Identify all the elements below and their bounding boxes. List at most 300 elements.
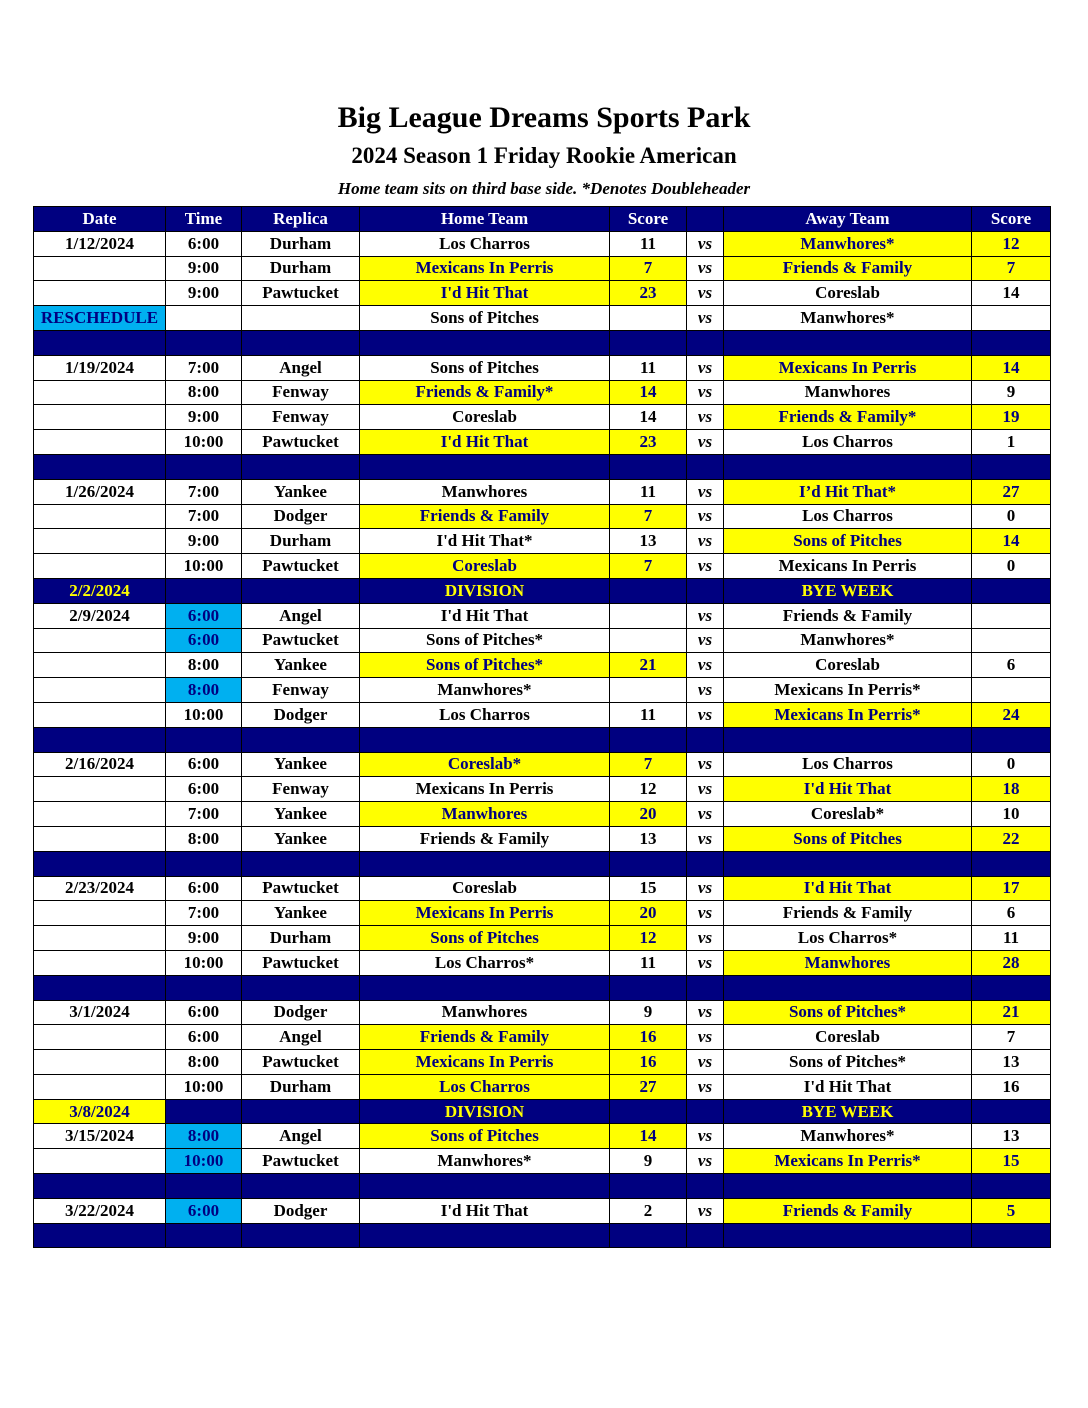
vs-cell: vs [687,430,724,455]
vs-cell: vs [687,355,724,380]
home-team-cell: Mexicans In Perris [360,256,610,281]
home-team-cell: Los Charros [360,1074,610,1099]
time-cell: 8:00 [166,380,242,405]
replica-cell: Pawtucket [242,430,360,455]
game-row [34,678,1051,703]
home-team-cell: Coreslab [360,554,610,579]
away-score-cell: 27 [972,479,1051,504]
time-cell: 8:00 [166,678,242,703]
home-team-cell: I'd Hit That [360,281,610,306]
vs-cell: vs [687,653,724,678]
away-score-cell [972,603,1051,628]
replica-cell: Pawtucket [242,876,360,901]
vs-cell: vs [687,826,724,851]
replica-cell: Dodger [242,702,360,727]
home-score-cell: 27 [610,1074,687,1099]
away-team-cell: Mexicans In Perris* [724,1149,972,1174]
game-row [34,231,1051,256]
date-cell [34,777,166,802]
home-team-cell: Coreslab [360,405,610,430]
away-score-cell: 22 [972,826,1051,851]
away-score-cell: 16 [972,1074,1051,1099]
date-cell [34,926,166,951]
home-score-cell: 14 [610,380,687,405]
time-cell: 6:00 [166,231,242,256]
bye-week-label: BYE WEEK [724,578,972,603]
game-row [34,802,1051,827]
date-cell: 2/9/2024 [34,603,166,628]
vs-cell: vs [687,901,724,926]
page-title: Big League Dreams Sports Park [337,101,751,134]
vs-cell: vs [687,231,724,256]
date-cell [34,1149,166,1174]
date-cell: 2/16/2024 [34,752,166,777]
col-away-score: Score [972,207,1051,232]
away-team-cell: Los Charros [724,752,972,777]
bye-week-row [34,1099,1051,1124]
time-cell: 6:00 [166,752,242,777]
home-team-cell: Mexicans In Perris [360,1050,610,1075]
home-score-cell: 23 [610,281,687,306]
vs-cell: vs [687,504,724,529]
away-team-cell: Los Charros* [724,926,972,951]
col-away-team: Away Team [724,207,972,232]
away-score-cell: 7 [972,256,1051,281]
home-score-cell: 15 [610,876,687,901]
date-cell [34,678,166,703]
game-row [34,950,1051,975]
game-row [34,281,1051,306]
away-team-cell: Sons of Pitches [724,529,972,554]
vs-cell: vs [687,380,724,405]
home-score-cell: 13 [610,529,687,554]
game-row [34,926,1051,951]
replica-cell: Pawtucket [242,628,360,653]
time-cell: 8:00 [166,653,242,678]
date-cell [34,1074,166,1099]
separator-row [34,975,1051,1000]
home-score-cell: 21 [610,653,687,678]
home-score-cell: 12 [610,926,687,951]
date-cell [34,504,166,529]
home-score-cell: 11 [610,355,687,380]
game-row [34,901,1051,926]
away-score-cell: 19 [972,405,1051,430]
replica-cell: Yankee [242,826,360,851]
game-row [34,355,1051,380]
time-cell: 10:00 [166,950,242,975]
vs-cell: vs [687,479,724,504]
away-team-cell: Coreslab* [724,802,972,827]
date-cell [34,653,166,678]
replica-cell: Fenway [242,380,360,405]
home-team-cell: Sons of Pitches [360,355,610,380]
date-cell [34,950,166,975]
away-team-cell: Friends & Family [724,603,972,628]
home-score-cell: 2 [610,1198,687,1223]
date-cell: 2/23/2024 [34,876,166,901]
home-team-cell: Friends & Family* [360,380,610,405]
away-score-cell [972,306,1051,331]
page-subtitle: 2024 Season 1 Friday Rookie American [351,143,737,168]
away-team-cell: Mexicans In Perris* [724,702,972,727]
away-team-cell: Sons of Pitches* [724,1050,972,1075]
date-cell: 3/1/2024 [34,1000,166,1025]
home-team-cell: I'd Hit That [360,430,610,455]
vs-cell: vs [687,1000,724,1025]
game-row [34,479,1051,504]
separator-row [34,727,1051,752]
home-score-cell: 13 [610,826,687,851]
away-team-cell: I'd Hit That [724,1074,972,1099]
game-row [34,1000,1051,1025]
away-team-cell: Mexicans In Perris [724,355,972,380]
home-score-cell: 16 [610,1025,687,1050]
home-team-cell: Manwhores [360,479,610,504]
away-score-cell: 24 [972,702,1051,727]
game-row [34,306,1051,331]
time-cell: 8:00 [166,826,242,851]
replica-cell: Pawtucket [242,1050,360,1075]
away-score-cell: 28 [972,950,1051,975]
away-team-cell: Coreslab [724,1025,972,1050]
home-team-cell: Manwhores [360,802,610,827]
home-score-cell: 20 [610,901,687,926]
away-team-cell: I’d Hit That* [724,479,972,504]
away-team-cell: Manwhores [724,950,972,975]
game-row [34,826,1051,851]
time-cell: 10:00 [166,430,242,455]
date-cell [34,901,166,926]
away-score-cell: 14 [972,355,1051,380]
replica-cell: Durham [242,231,360,256]
doubleheader-note: Home team sits on third base side. *Denotes Doubleheader [337,179,751,198]
home-score-cell: 16 [610,1050,687,1075]
vs-cell: vs [687,777,724,802]
replica-cell: Dodger [242,1198,360,1223]
home-score-cell [610,306,687,331]
replica-cell: Dodger [242,504,360,529]
away-score-cell: 12 [972,231,1051,256]
vs-cell: vs [687,1198,724,1223]
away-score-cell: 14 [972,529,1051,554]
date-cell: 1/26/2024 [34,479,166,504]
vs-cell: vs [687,529,724,554]
home-team-cell: Coreslab [360,876,610,901]
time-cell: 9:00 [166,405,242,430]
away-team-cell: Manwhores* [724,628,972,653]
away-score-cell: 7 [972,1025,1051,1050]
replica-cell: Yankee [242,653,360,678]
time-cell: 7:00 [166,802,242,827]
vs-cell: vs [687,603,724,628]
away-score-cell: 15 [972,1149,1051,1174]
time-cell: 9:00 [166,281,242,306]
game-row [34,1149,1051,1174]
vs-cell: vs [687,876,724,901]
home-score-cell: 12 [610,777,687,802]
home-score-cell: 11 [610,479,687,504]
replica-cell: Fenway [242,777,360,802]
away-team-cell: Manwhores* [724,306,972,331]
col-vs [687,207,724,232]
home-team-cell: Friends & Family [360,826,610,851]
vs-cell: vs [687,752,724,777]
vs-cell: vs [687,950,724,975]
time-cell: 6:00 [166,1198,242,1223]
away-score-cell: 6 [972,901,1051,926]
replica-cell: Durham [242,926,360,951]
away-score-cell: 9 [972,380,1051,405]
vs-cell: vs [687,256,724,281]
replica-cell: Angel [242,355,360,380]
home-team-cell: Sons of Pitches* [360,653,610,678]
replica-cell: Angel [242,1124,360,1149]
replica-cell: Durham [242,529,360,554]
away-score-cell: 0 [972,752,1051,777]
time-cell: 10:00 [166,1149,242,1174]
date-cell: 1/19/2024 [34,355,166,380]
time-cell: 9:00 [166,926,242,951]
time-cell: 9:00 [166,529,242,554]
time-cell: 10:00 [166,1074,242,1099]
col-home-team: Home Team [360,207,610,232]
replica-cell: Yankee [242,802,360,827]
away-score-cell: 13 [972,1124,1051,1149]
home-team-cell: I'd Hit That [360,1198,610,1223]
home-score-cell [610,603,687,628]
time-cell: 6:00 [166,628,242,653]
time-cell: 6:00 [166,876,242,901]
home-score-cell [610,628,687,653]
home-score-cell: 7 [610,554,687,579]
date-cell [34,628,166,653]
date-cell [34,529,166,554]
header-row [34,207,1051,232]
away-team-cell: Mexicans In Perris [724,554,972,579]
game-row [34,628,1051,653]
away-score-cell [972,628,1051,653]
game-row [34,653,1051,678]
away-team-cell: Sons of Pitches [724,826,972,851]
date-cell: 3/8/2024 [34,1099,166,1124]
date-cell [34,256,166,281]
time-cell: 6:00 [166,1000,242,1025]
home-score-cell: 23 [610,430,687,455]
home-score-cell: 9 [610,1149,687,1174]
away-team-cell: I'd Hit That [724,876,972,901]
date-cell [34,826,166,851]
home-team-cell: Manwhores* [360,1149,610,1174]
away-score-cell: 21 [972,1000,1051,1025]
col-time: Time [166,207,242,232]
away-team-cell: Coreslab [724,281,972,306]
home-team-cell: I'd Hit That* [360,529,610,554]
away-score-cell: 6 [972,653,1051,678]
home-team-cell: I'd Hit That [360,603,610,628]
time-cell: 9:00 [166,256,242,281]
vs-cell: vs [687,281,724,306]
date-cell [34,1025,166,1050]
replica-cell: Fenway [242,678,360,703]
vs-cell: vs [687,1149,724,1174]
replica-cell: Yankee [242,752,360,777]
time-cell: 6:00 [166,603,242,628]
game-row [34,777,1051,802]
time-cell: 8:00 [166,1124,242,1149]
vs-cell: vs [687,926,724,951]
time-cell: 6:00 [166,777,242,802]
date-cell [34,1050,166,1075]
away-team-cell: Friends & Family* [724,405,972,430]
date-cell: 1/12/2024 [34,231,166,256]
home-team-cell: Sons of Pitches [360,926,610,951]
game-row [34,529,1051,554]
away-score-cell: 1 [972,430,1051,455]
away-team-cell: Friends & Family [724,256,972,281]
home-team-cell: Mexicans In Perris [360,901,610,926]
away-score-cell: 11 [972,926,1051,951]
replica-cell: Angel [242,1025,360,1050]
replica-cell [242,306,360,331]
home-score-cell [610,678,687,703]
home-team-cell: Los Charros [360,702,610,727]
home-score-cell: 20 [610,802,687,827]
game-row [34,380,1051,405]
away-team-cell: Friends & Family [724,1198,972,1223]
vs-cell: vs [687,702,724,727]
away-score-cell: 18 [972,777,1051,802]
date-cell: 2/2/2024 [34,578,166,603]
vs-cell: vs [687,802,724,827]
date-cell [34,802,166,827]
game-row [34,876,1051,901]
home-score-cell: 7 [610,752,687,777]
home-team-cell: Los Charros* [360,950,610,975]
date-cell [34,702,166,727]
time-cell: 10:00 [166,702,242,727]
replica-cell: Fenway [242,405,360,430]
away-team-cell: Los Charros [724,504,972,529]
time-cell: 8:00 [166,1050,242,1075]
replica-cell: Yankee [242,479,360,504]
home-team-cell: Sons of Pitches [360,1124,610,1149]
time-cell [166,306,242,331]
schedule-table [33,206,1051,1248]
date-cell [34,430,166,455]
home-score-cell: 11 [610,950,687,975]
game-row [34,1124,1051,1149]
vs-cell: vs [687,1050,724,1075]
home-score-cell: 7 [610,256,687,281]
time-cell: 7:00 [166,355,242,380]
away-team-cell: Manwhores* [724,231,972,256]
home-team-cell: Coreslab* [360,752,610,777]
away-score-cell: 5 [972,1198,1051,1223]
game-row [34,752,1051,777]
game-row [34,504,1051,529]
vs-cell: vs [687,678,724,703]
col-home-score: Score [610,207,687,232]
game-row [34,554,1051,579]
replica-cell: Yankee [242,901,360,926]
away-team-cell: I'd Hit That [724,777,972,802]
separator-row [34,1174,1051,1199]
game-row [34,1198,1051,1223]
away-score-cell: 0 [972,554,1051,579]
away-team-cell: Manwhores* [724,1124,972,1149]
vs-cell: vs [687,1074,724,1099]
away-score-cell [972,678,1051,703]
replica-cell: Pawtucket [242,281,360,306]
time-cell: 7:00 [166,901,242,926]
vs-cell: vs [687,1124,724,1149]
date-cell [34,380,166,405]
home-score-cell: 11 [610,702,687,727]
home-score-cell: 7 [610,504,687,529]
game-row [34,256,1051,281]
game-row [34,603,1051,628]
away-team-cell: Los Charros [724,430,972,455]
home-score-cell: 14 [610,1124,687,1149]
vs-cell: vs [687,306,724,331]
date-cell [34,281,166,306]
bye-week-label: BYE WEEK [724,1099,972,1124]
replica-cell: Pawtucket [242,950,360,975]
home-team-cell: Manwhores* [360,678,610,703]
time-cell: 6:00 [166,1025,242,1050]
col-date: Date [34,207,166,232]
vs-cell: vs [687,1025,724,1050]
home-team-cell: Friends & Family [360,504,610,529]
away-team-cell: Mexicans In Perris* [724,678,972,703]
game-row [34,1074,1051,1099]
away-score-cell: 0 [972,504,1051,529]
separator-row [34,851,1051,876]
away-team-cell: Sons of Pitches* [724,1000,972,1025]
time-cell: 7:00 [166,504,242,529]
replica-cell: Pawtucket [242,554,360,579]
bye-week-row [34,578,1051,603]
home-team-cell: Sons of Pitches [360,306,610,331]
game-row [34,405,1051,430]
home-team-cell: Mexicans In Perris [360,777,610,802]
home-team-cell: Los Charros [360,231,610,256]
game-row [34,1025,1051,1050]
away-score-cell: 14 [972,281,1051,306]
away-team-cell: Friends & Family [724,901,972,926]
away-team-cell: Manwhores [724,380,972,405]
vs-cell: vs [687,405,724,430]
division-label: DIVISION [360,578,610,603]
replica-cell: Angel [242,603,360,628]
replica-cell: Durham [242,1074,360,1099]
home-score-cell: 14 [610,405,687,430]
home-team-cell: Sons of Pitches* [360,628,610,653]
home-score-cell: 11 [610,231,687,256]
away-team-cell: Coreslab [724,653,972,678]
date-cell: 3/15/2024 [34,1124,166,1149]
reschedule-cell: RESCHEDULE [34,306,166,331]
separator-row [34,1223,1051,1248]
game-row [34,430,1051,455]
separator-row [34,454,1051,479]
home-score-cell: 9 [610,1000,687,1025]
away-score-cell: 17 [972,876,1051,901]
separator-row [34,330,1051,355]
home-team-cell: Friends & Family [360,1025,610,1050]
date-cell: 3/22/2024 [34,1198,166,1223]
